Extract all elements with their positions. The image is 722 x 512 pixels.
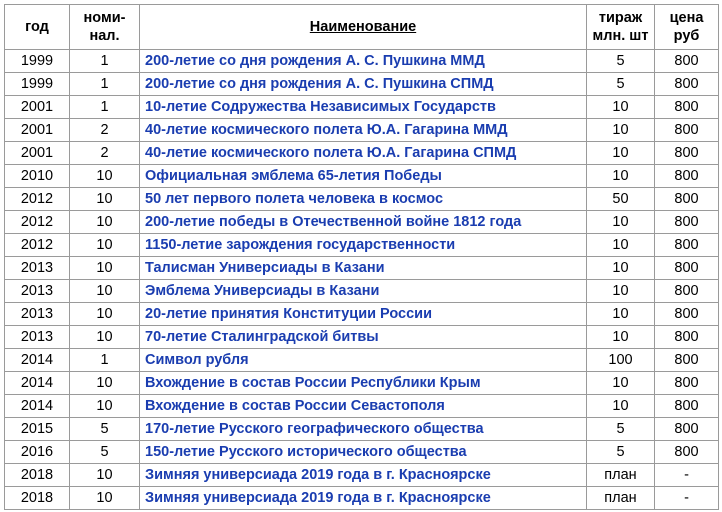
table-row — [5, 165, 719, 188]
cell-name-link[interactable]: Официальная эмблема 65-летия Победы — [140, 165, 587, 188]
cell-year: 2015 — [5, 418, 70, 441]
table-row — [5, 349, 719, 372]
cell-price: 800 — [655, 50, 719, 73]
cell-name-link[interactable]: 170-летие Русского географического общества — [140, 418, 587, 441]
cell-nominal: 5 — [70, 418, 140, 441]
table-row — [5, 73, 719, 96]
cell-price: 800 — [655, 395, 719, 418]
cell-nominal: 5 — [70, 441, 140, 464]
cell-name-link[interactable]: Талисман Универсиады в Казани — [140, 257, 587, 280]
banknote-table — [4, 4, 719, 510]
cell-nominal: 1 — [70, 96, 140, 119]
cell-price: - — [655, 464, 719, 487]
cell-nominal: 10 — [70, 464, 140, 487]
cell-year: 2010 — [5, 165, 70, 188]
cell-name-link[interactable]: 70-летие Сталинградской битвы — [140, 326, 587, 349]
cell-circulation: 50 — [587, 188, 655, 211]
cell-price: 800 — [655, 372, 719, 395]
cell-year: 2012 — [5, 188, 70, 211]
cell-price: 800 — [655, 234, 719, 257]
table-header — [5, 5, 719, 50]
header-name-label[interactable]: Наименование — [309, 19, 417, 35]
header-price-line2: руб — [673, 28, 700, 44]
table-row — [5, 211, 719, 234]
cell-price: 800 — [655, 280, 719, 303]
cell-nominal: 10 — [70, 487, 140, 510]
cell-circulation: 10 — [587, 234, 655, 257]
cell-nominal: 10 — [70, 280, 140, 303]
header-circulation — [587, 5, 655, 50]
cell-year: 2018 — [5, 487, 70, 510]
header-name[interactable] — [140, 5, 587, 50]
header-circulation-line2: млн. шт — [592, 28, 649, 44]
table-row — [5, 188, 719, 211]
cell-circulation: 5 — [587, 441, 655, 464]
header-circulation-line1: тираж — [598, 10, 643, 26]
cell-year: 2001 — [5, 96, 70, 119]
table-row — [5, 372, 719, 395]
cell-circulation: 5 — [587, 73, 655, 96]
table-row — [5, 303, 719, 326]
cell-price: 800 — [655, 73, 719, 96]
cell-circulation: план — [587, 464, 655, 487]
cell-year: 2012 — [5, 234, 70, 257]
header-row — [5, 5, 719, 50]
cell-name-link[interactable]: 200-летие со дня рождения А. С. Пушкина СПМД — [140, 73, 587, 96]
header-nominal — [70, 5, 140, 50]
cell-price: 800 — [655, 188, 719, 211]
cell-circulation: 10 — [587, 372, 655, 395]
cell-name-link[interactable]: 10-летие Содружества Независимых Государств — [140, 96, 587, 119]
cell-year: 2013 — [5, 257, 70, 280]
cell-circulation: 10 — [587, 119, 655, 142]
cell-name-link[interactable]: 40-летие космического полета Ю.А. Гагарина СПМД — [140, 142, 587, 165]
cell-year: 1999 — [5, 50, 70, 73]
cell-circulation: 10 — [587, 211, 655, 234]
cell-circulation: 5 — [587, 418, 655, 441]
cell-nominal: 1 — [70, 349, 140, 372]
cell-name-link[interactable]: Эмблема Универсиады в Казани — [140, 280, 587, 303]
header-nominal-line1: номи- — [83, 10, 126, 26]
cell-nominal: 10 — [70, 303, 140, 326]
cell-nominal: 2 — [70, 142, 140, 165]
header-nominal-line2: нал. — [89, 28, 120, 44]
table-row — [5, 418, 719, 441]
table-row — [5, 96, 719, 119]
cell-nominal: 10 — [70, 372, 140, 395]
cell-name-link[interactable]: 50 лет первого полета человека в космос — [140, 188, 587, 211]
cell-circulation: 10 — [587, 303, 655, 326]
table-body — [5, 50, 719, 510]
table-row — [5, 280, 719, 303]
cell-year: 2013 — [5, 303, 70, 326]
cell-price: 800 — [655, 349, 719, 372]
cell-year: 2016 — [5, 441, 70, 464]
cell-name-link[interactable]: 200-летие победы в Отечественной войне 1812 года — [140, 211, 587, 234]
cell-name-link[interactable]: Вхождение в состав России Севастополя — [140, 395, 587, 418]
cell-circulation: 10 — [587, 165, 655, 188]
cell-circulation: 10 — [587, 142, 655, 165]
cell-name-link[interactable]: Зимняя универсиада 2019 года в г. Красноярске — [140, 464, 587, 487]
cell-price: 800 — [655, 165, 719, 188]
cell-nominal: 10 — [70, 395, 140, 418]
cell-price: 800 — [655, 96, 719, 119]
cell-price: 800 — [655, 119, 719, 142]
cell-circulation: 10 — [587, 395, 655, 418]
table-row — [5, 395, 719, 418]
header-price-line1: цена — [669, 10, 704, 26]
cell-name-link[interactable]: 40-летие космического полета Ю.А. Гагарина ММД — [140, 119, 587, 142]
cell-price: 800 — [655, 142, 719, 165]
cell-year: 2014 — [5, 395, 70, 418]
cell-nominal: 10 — [70, 257, 140, 280]
table-row — [5, 257, 719, 280]
cell-year: 2014 — [5, 349, 70, 372]
cell-price: 800 — [655, 303, 719, 326]
header-year-label: год — [25, 19, 49, 35]
cell-price: 800 — [655, 418, 719, 441]
cell-year: 2013 — [5, 326, 70, 349]
cell-circulation: 10 — [587, 326, 655, 349]
cell-circulation: 5 — [587, 50, 655, 73]
cell-circulation: 100 — [587, 349, 655, 372]
header-price — [655, 5, 719, 50]
cell-name-link[interactable]: 200-летие со дня рождения А. С. Пушкина ММД — [140, 50, 587, 73]
table-row — [5, 441, 719, 464]
cell-circulation: 10 — [587, 257, 655, 280]
table-row — [5, 234, 719, 257]
cell-name-link[interactable]: Вхождение в состав России Республики Крым — [140, 372, 587, 395]
cell-name-link[interactable]: 20-летие принятия Конституции России — [140, 303, 587, 326]
cell-name-link[interactable]: 1150-летие зарождения государственности — [140, 234, 587, 257]
cell-price: 800 — [655, 326, 719, 349]
cell-year: 2013 — [5, 280, 70, 303]
table-row — [5, 487, 719, 510]
cell-year: 2014 — [5, 372, 70, 395]
table-row — [5, 464, 719, 487]
table-row — [5, 119, 719, 142]
cell-price: 800 — [655, 441, 719, 464]
cell-nominal: 2 — [70, 119, 140, 142]
cell-year: 2018 — [5, 464, 70, 487]
cell-year: 2012 — [5, 211, 70, 234]
cell-name-link[interactable]: Символ рубля — [140, 349, 587, 372]
cell-nominal: 10 — [70, 326, 140, 349]
table-row — [5, 142, 719, 165]
cell-name-link[interactable]: Зимняя универсиада 2019 года в г. Красноярске — [140, 487, 587, 510]
table-row — [5, 326, 719, 349]
cell-circulation: 10 — [587, 280, 655, 303]
cell-nominal: 10 — [70, 211, 140, 234]
cell-name-link[interactable]: 150-летие Русского исторического общества — [140, 441, 587, 464]
cell-nominal: 10 — [70, 234, 140, 257]
header-year — [5, 5, 70, 50]
cell-year: 2001 — [5, 119, 70, 142]
cell-circulation: 10 — [587, 96, 655, 119]
cell-price: - — [655, 487, 719, 510]
table-row — [5, 50, 719, 73]
cell-year: 1999 — [5, 73, 70, 96]
cell-nominal: 10 — [70, 165, 140, 188]
cell-price: 800 — [655, 257, 719, 280]
cell-circulation: план — [587, 487, 655, 510]
cell-nominal: 1 — [70, 50, 140, 73]
cell-nominal: 10 — [70, 188, 140, 211]
cell-year: 2001 — [5, 142, 70, 165]
cell-price: 800 — [655, 211, 719, 234]
cell-nominal: 1 — [70, 73, 140, 96]
